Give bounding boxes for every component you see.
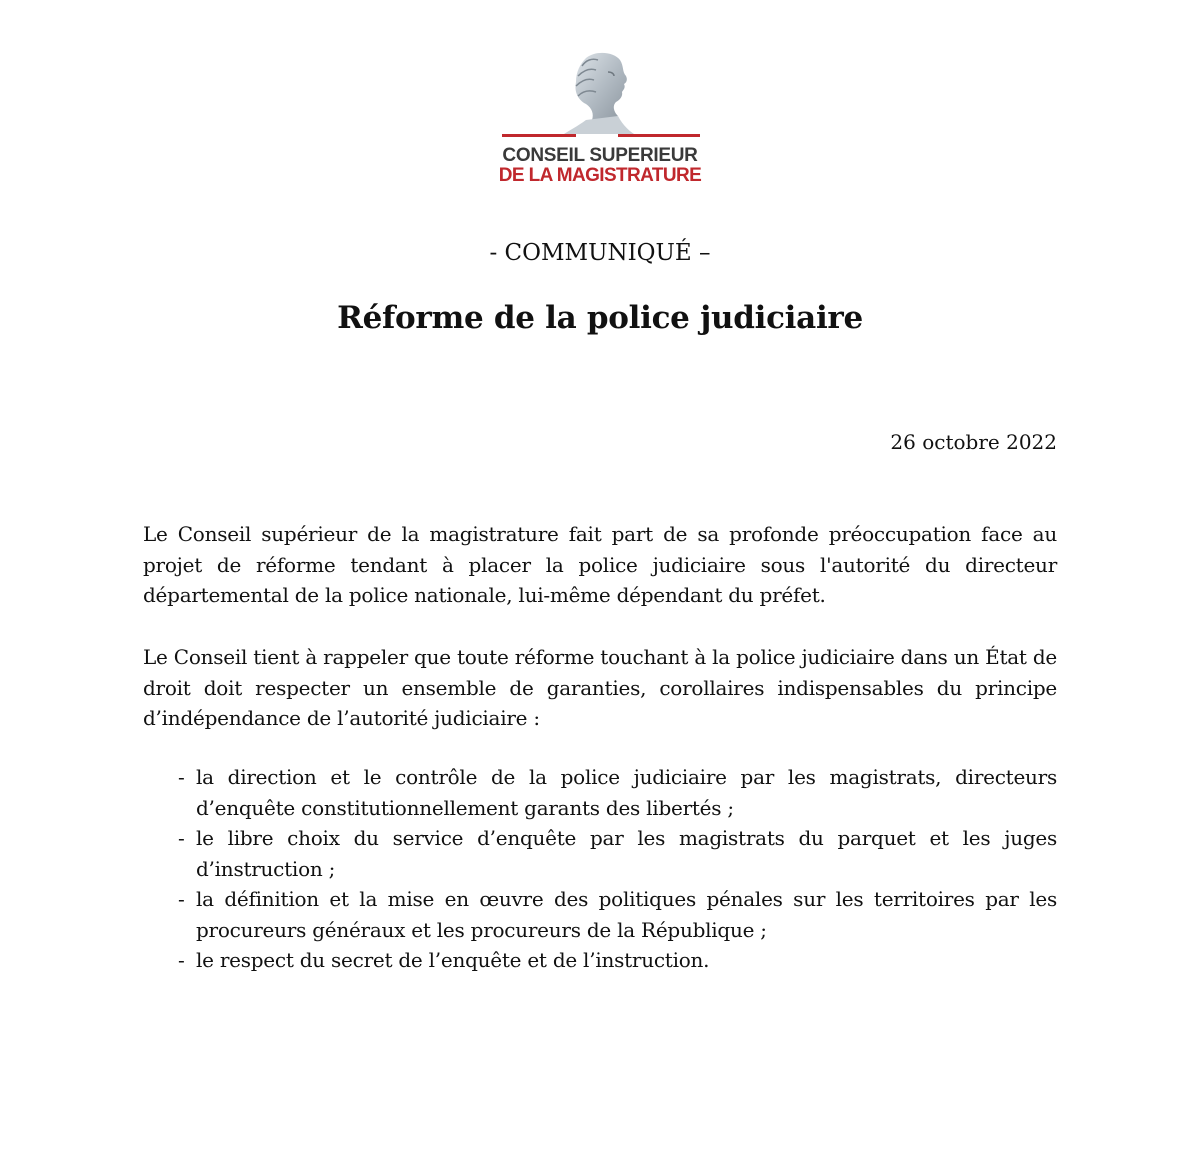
marianne-head-icon (556, 50, 646, 140)
list-dash: - (178, 887, 185, 911)
guarantees-list (143, 762, 1057, 976)
list-item-text: la direction et le contrôle de la police judiciaire par les magistrats, directeurs d’enquête constitutionnellement garants des libertés ; (196, 765, 1057, 820)
list-item (143, 945, 1057, 976)
logo-rule-right (618, 134, 700, 137)
logo-text-line2: DE LA MAGISTRATURE (498, 165, 702, 186)
list-item-text: le libre choix du service d’enquête par les magistrats du parquet et les juges d’instruction ; (196, 826, 1057, 881)
page-title: Réforme de la police judiciaire (337, 300, 863, 336)
list-item (143, 762, 1057, 823)
paragraph-2: Le Conseil tient à rappeler que toute réforme touchant à la police judiciaire dans un État de droit doit respecter un ensemble de garanties, corollaires indispensables du principe d’indépendance de l’autorité judiciaire : (143, 645, 1057, 730)
list-item-text: la définition et la mise en œuvre des politiques pénales sur les territoires par les procureurs généraux et les procureurs de la République ; (196, 887, 1057, 942)
paragraph-1: Le Conseil supérieur de la magistrature fait part de sa profonde préoccupation face au projet de réforme tendant à placer la police judiciaire sous l'autorité du directeur départemental de la police nationale, lui-même dépendant du préfet. (143, 522, 1057, 607)
csm-logo (488, 50, 712, 190)
list-item (143, 884, 1057, 945)
communique-label: - COMMUNIQUÉ – (489, 240, 711, 266)
list-dash: - (178, 948, 185, 972)
list-dash: - (178, 765, 185, 789)
logo-rule-left (502, 134, 576, 137)
document-date: 26 octobre 2022 (890, 430, 1057, 454)
list-item (143, 823, 1057, 884)
logo-text-line1: CONSEIL SUPERIEUR (502, 145, 698, 166)
list-item-text: le respect du secret de l’enquête et de l’instruction. (196, 948, 710, 972)
list-dash: - (178, 826, 185, 850)
